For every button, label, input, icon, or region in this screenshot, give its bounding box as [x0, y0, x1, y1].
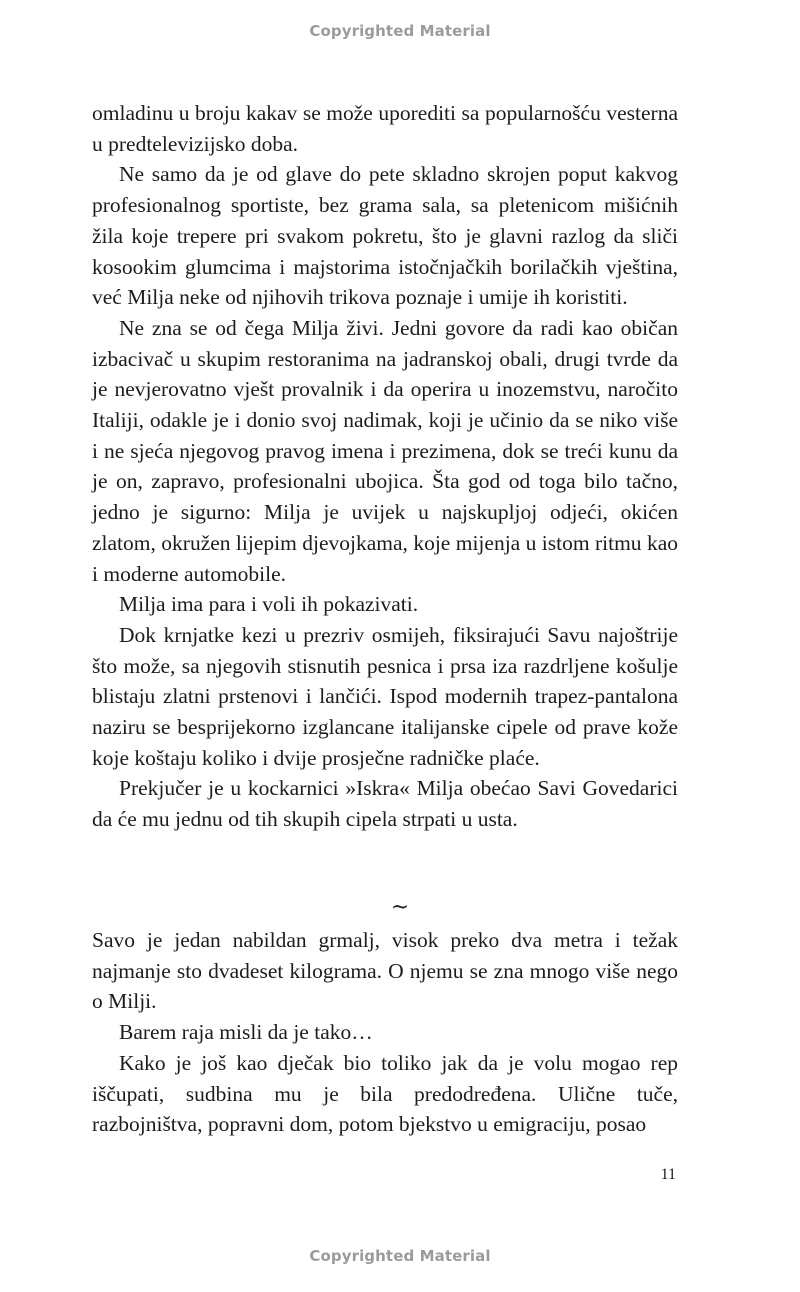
paragraph: Milja ima para i voli ih pokazivati.	[119, 592, 419, 617]
copyright-watermark-bottom: Copyrighted Material	[309, 1247, 491, 1265]
page-number: 11	[660, 1166, 676, 1183]
paragraph-continuation: omladinu u broju kakav se može uporediti sa popularnošću vesterna u predtelevizijsko doba.	[92, 101, 678, 156]
paragraph: Kako je još kao dječak bio toliko jak da je volu mogao rep iščupati, sudbina mu je bila predodređena. Ulične tuče, razbojništva, popravni dom, potom bjekstvo u emigraciju, posao	[92, 1050, 678, 1137]
paragraph: Barem raja misli da je tako…	[119, 1020, 373, 1045]
body-text-after-break	[92, 925, 678, 1140]
copyright-watermark-top: Copyrighted Material	[309, 22, 491, 40]
paragraph: Savo je jedan nabildan grmalj, visok preko dva metra i težak najmanje sto dvadeset kilograma. O njemu se zna mnogo više nego o Milji.	[92, 928, 678, 1014]
paragraph: Ne samo da je od glave do pete skladno skrojen poput kakvog profesionalnog sportiste, bez grama sala, sa pletenicom mišićnih žila koje trepere pri svakom pokretu, što je glavni razlog da sliči kosookim glumcima i majstorima istočnjačkih borilačkih vještina, već Milja neke od njihovih trikova poznaje i umije ih koristiti.	[92, 162, 678, 310]
paragraph: Ne zna se od čega Milja živi. Jedni govore da radi kao običan izbacivač u skupim restoranima na jadranskoj obali, drugi tvrde da je nevjerovatno vješt provalnik i da operira u inozemstvu, naročito Italiji, odakle je i donio svoj nadimak, koji je učinio da se niko više i ne sjeća njegovog pravog imena i prezimena, dok se treći kunu da je on, zapravo, profesionalni ubojica. Šta god od toga bilo tačno, jedno je sigurno: Milja je uvijek u najskupljoj odjeći, okićen zlatom, okružen lijepim djevojkama, koje mijenja u istom ritmu kao i moderne automobile.	[92, 315, 678, 586]
scene-break-ornament: ~	[390, 895, 410, 920]
paragraph: Prekjučer je u kockarnici »Iskra« Milja obećao Savi Govedarici da će mu jednu od tih skupih cipela strpati u usta.	[92, 776, 678, 832]
body-text-before-break	[92, 98, 678, 835]
paragraph: Dok krnjatke kezi u prezriv osmijeh, fiksirajući Savu najoštrije što može, sa njegovih stisnutih pesnica i prsa iza razdrljene košulje blistaju zlatni prstenovi i lančići. Ispod modernih trapez-pantalona naziru se besprijekorno izglancane italijanske cipele od prave kože koje koštaju koliko i dvije prosječne radničke plaće.	[92, 622, 678, 770]
